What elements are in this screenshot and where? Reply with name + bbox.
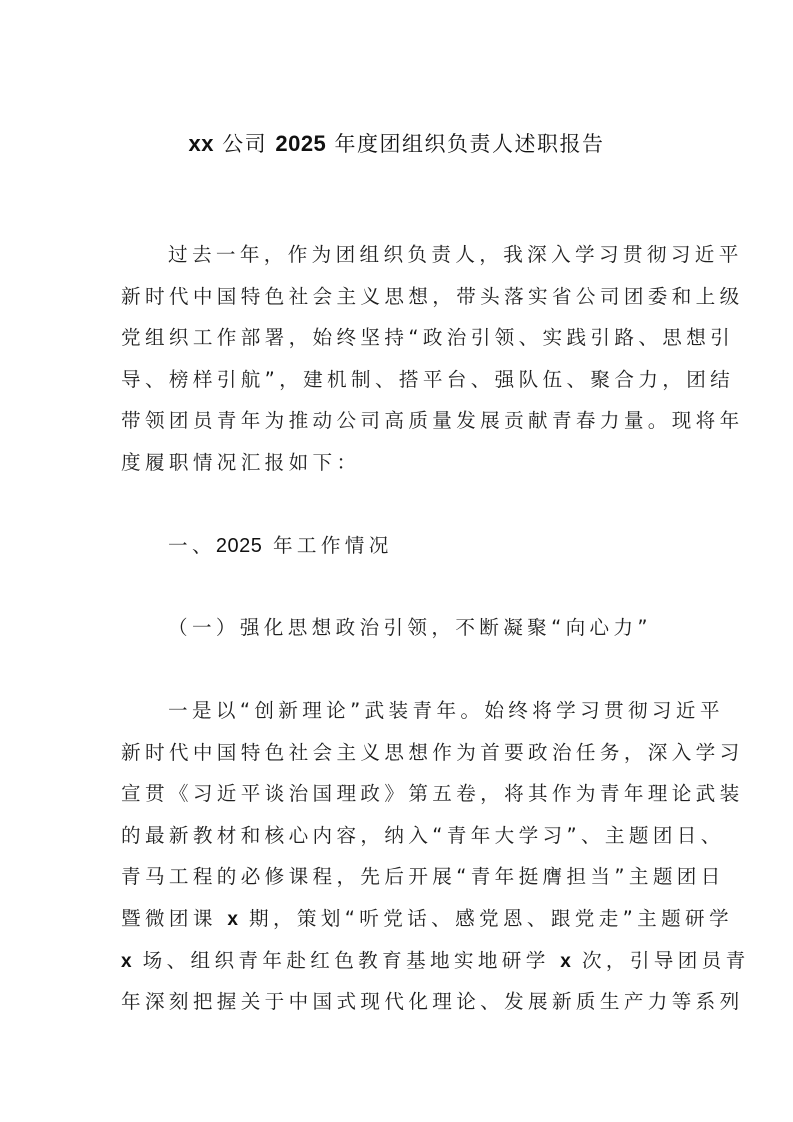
paragraph-line: 带领团员青年为推动公司高质量发展贡献青春力量。现将年: [121, 409, 744, 433]
subsection-heading-1: [168, 612, 652, 644]
placeholder-x: x: [121, 950, 133, 972]
document-title: [0, 128, 793, 160]
section-year: 2025: [215, 535, 263, 557]
paragraph-line: 度履职情况汇报如下：: [121, 450, 361, 474]
paragraph-line: 过去一年，作为团组织负责人，我深入学习贯彻习近平: [168, 243, 743, 266]
text-run: 暨微团课: [121, 906, 228, 930]
section-prefix: 一、: [168, 534, 216, 557]
title-company: 公司: [213, 132, 276, 156]
paragraph-line: 的最新教材和核心内容，纳入“青年大学习”、主题团日、: [121, 823, 725, 847]
paragraph-line: [121, 940, 750, 982]
paragraph-line: 党组织工作部署，始终坚持“政治引领、实践引路、思想引: [121, 326, 735, 350]
paragraph-line: [121, 898, 733, 940]
paragraph-line: 青马工程的必修课程，先后开展“青年挺膺担当”主题团日: [121, 865, 725, 889]
paragraph-line: 导、榜样引航”，建机制、搭平台、强队伍、聚合力，团结: [121, 367, 735, 391]
text-run: 期，策划“听党话、感党恩、跟党走”主题研学: [238, 906, 733, 930]
paragraph-line: 新时代中国特色社会主义思想作为首要政治任务，深入学习: [121, 740, 744, 764]
paragraph-line: 宣贯《习近平谈治国理政》第五卷，将其作为青年理论武装: [121, 782, 744, 806]
title-year: 2025: [275, 131, 327, 156]
paragraph-1: [121, 690, 750, 1023]
subsection-text: （一）强化思想政治引领，不断凝聚“向心力”: [168, 616, 652, 639]
section-heading-1: [168, 530, 393, 562]
text-run: 场、组织青年赴红色教育基地实地研学: [132, 948, 561, 972]
placeholder-x: x: [560, 950, 572, 972]
paragraph-line: 新时代中国特色社会主义思想，带头落实省公司团委和上级: [121, 284, 744, 308]
text-run: 次，引导团员青: [571, 948, 750, 972]
title-rest: 年度团组织负责人述职报告: [326, 132, 605, 156]
title-prefix: xx: [188, 131, 214, 156]
placeholder-x: x: [227, 908, 239, 930]
section-rest: 年工作情况: [262, 534, 393, 557]
paragraph-line: 一是以“创新理论”武装青年。始终将学习贯彻习近平: [168, 699, 724, 722]
paragraph-line: 年深刻把握关于中国式现代化理论、发展新质生产力等系列: [121, 990, 744, 1014]
intro-paragraph: [121, 234, 744, 484]
